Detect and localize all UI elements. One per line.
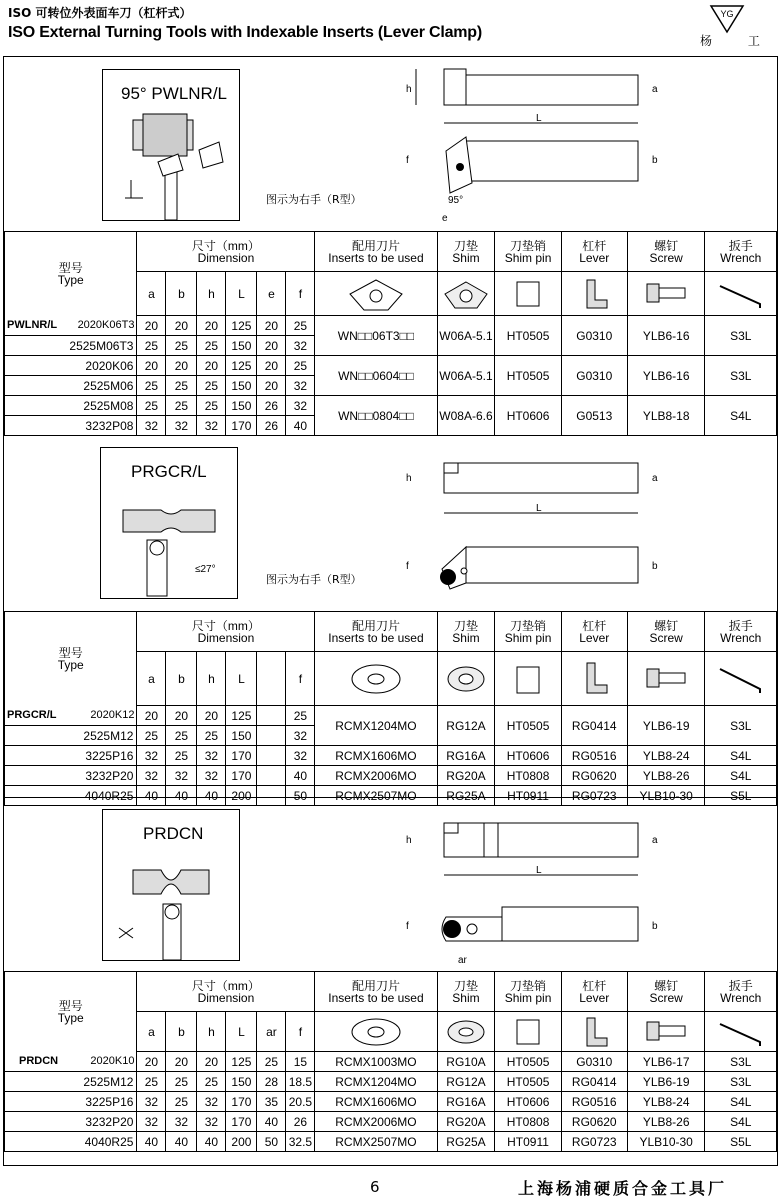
pwlnr-setup-drawing <box>103 70 239 220</box>
shim-code: RG12A <box>437 1072 495 1092</box>
prgcr-diagram-box <box>100 447 238 599</box>
shim-image <box>437 652 495 706</box>
title-en: ISO External Turning Tools with Indexable Inserts (Lever Clamp) <box>8 24 483 41</box>
prdcn-diagram-box <box>102 809 240 961</box>
prdcn-side-view <box>402 815 702 885</box>
wrench-code: S4L <box>705 746 777 766</box>
screw-code: YLB8-26 <box>627 766 705 786</box>
screw-code: YLB8-26 <box>627 1112 705 1132</box>
cell: 150 <box>226 726 257 746</box>
svg-text:f: f <box>406 155 409 166</box>
lever-code: G0513 <box>561 396 627 436</box>
wrench-code: S3L <box>705 316 777 356</box>
cell <box>257 726 286 746</box>
cell: 20 <box>137 706 166 726</box>
insert-code: WN□□0804□□ <box>315 396 437 436</box>
type-header: 型号 Type <box>5 612 137 706</box>
shim-header: 刀垫 Shim <box>437 972 495 1012</box>
shimpin-code: HT0808 <box>495 1112 561 1132</box>
insert-image <box>315 1012 437 1052</box>
wrench-image <box>705 272 777 316</box>
wrench-code: S5L <box>705 786 777 806</box>
cell: 20 <box>197 356 226 376</box>
shim-image <box>437 272 495 316</box>
table-row: 2525M06 <box>5 376 137 396</box>
col-b: b <box>166 652 197 706</box>
section-title: PRGCR/L <box>131 462 207 481</box>
cell: 25 <box>137 1072 166 1092</box>
shim-code: W06A-5.1 <box>437 316 495 356</box>
screw-code: YLB6-16 <box>627 316 705 356</box>
svg-text:f: f <box>406 561 409 572</box>
table-row: 4040R25 <box>5 786 137 806</box>
cell: 40 <box>286 766 315 786</box>
prdcn-setup-drawing <box>103 810 239 960</box>
shimpin-image <box>495 652 561 706</box>
svg-text:L: L <box>536 113 542 124</box>
col-L: L <box>226 652 257 706</box>
cell: 150 <box>226 396 257 416</box>
screw-image <box>627 272 705 316</box>
screw-code: YLB6-19 <box>627 1072 705 1092</box>
svg-text:b: b <box>652 561 658 572</box>
cell: 20 <box>257 376 286 396</box>
lever-header: 杠杆 Lever <box>561 232 627 272</box>
cell: 40 <box>137 1132 166 1152</box>
cell: 125 <box>226 356 257 376</box>
shim-header: 刀垫 Shim <box>437 232 495 272</box>
cell: 20 <box>166 1052 197 1072</box>
cell: 26 <box>286 1112 315 1132</box>
wrench-image <box>705 652 777 706</box>
pwlnr-diagram-box <box>102 69 240 221</box>
cell: 20 <box>166 706 197 726</box>
svg-text:b: b <box>652 921 658 932</box>
wrench-code: S4L <box>705 396 777 436</box>
cell: 200 <box>226 786 257 806</box>
cell: 32 <box>197 1112 226 1132</box>
lever-code: G0310 <box>561 356 627 396</box>
cell: 40 <box>166 1132 197 1152</box>
table-row: 3232P08 <box>5 416 137 436</box>
shimpin-code: HT0606 <box>495 396 561 436</box>
shim-code: RG20A <box>437 1112 495 1132</box>
lever-image <box>561 1012 627 1052</box>
cell: 170 <box>226 766 257 786</box>
cell: 32 <box>197 766 226 786</box>
pwlnr-side-view <box>402 65 702 135</box>
svg-text:a: a <box>652 84 658 95</box>
cell: 25 <box>137 726 166 746</box>
cell: 20 <box>137 356 166 376</box>
pwlnr-spec-table <box>4 231 777 436</box>
lever-code: G0310 <box>561 316 627 356</box>
lever-code: RG0620 <box>561 1112 627 1132</box>
insert-code: RCMX2006MO <box>315 766 437 786</box>
svg-text:95°: 95° <box>448 195 464 206</box>
shim-header: 刀垫 Shim <box>437 612 495 652</box>
cell: 40 <box>197 786 226 806</box>
cell: 32 <box>286 396 315 416</box>
cell: 32 <box>286 746 315 766</box>
cell: 25 <box>166 726 197 746</box>
company-name: 上海杨浦硬质合金工具厂 <box>518 1179 728 1198</box>
shim-image <box>437 1012 495 1052</box>
cell: 32 <box>197 416 226 436</box>
wrench-code: S4L <box>705 766 777 786</box>
cell: 32 <box>137 746 166 766</box>
lever-code: RG0414 <box>561 1072 627 1092</box>
col-a: a <box>137 272 166 316</box>
title-cn: ISO 可转位外表面车刀（杠杆式） <box>8 6 192 20</box>
cell: 40 <box>197 1132 226 1152</box>
table-row: 2525M08 <box>5 396 137 416</box>
cell: 40 <box>286 416 315 436</box>
pwlnr-top-view <box>402 133 702 233</box>
svg-text:e: e <box>442 213 448 224</box>
table-row: PRDCN 2020K10 <box>5 1052 137 1072</box>
cell: 125 <box>226 316 257 336</box>
screw-header: 螺钉 Screw <box>627 972 705 1012</box>
type-header: 型号 Type <box>5 972 137 1052</box>
svg-text:h: h <box>406 473 412 484</box>
insert-header: 配用刀片 Inserts to be used <box>315 232 437 272</box>
screw-header: 螺钉 Screw <box>627 232 705 272</box>
shim-code: W06A-5.1 <box>437 356 495 396</box>
cell: 170 <box>226 416 257 436</box>
insert-code: RCMX1003MO <box>315 1052 437 1072</box>
dimension-header: 尺寸（mm） Dimension <box>137 972 315 1012</box>
prdcn-top-view <box>402 899 702 969</box>
wrench-code: S3L <box>705 706 777 746</box>
col-e: e <box>257 272 286 316</box>
cell: 50 <box>286 786 315 806</box>
col-h: h <box>197 652 226 706</box>
cell: 170 <box>226 1092 257 1112</box>
cell: 15 <box>286 1052 315 1072</box>
cell: 125 <box>226 1052 257 1072</box>
wrench-header: 扳手 Wrench <box>705 612 777 652</box>
cell: 20 <box>137 1052 166 1072</box>
shim-code: RG10A <box>437 1052 495 1072</box>
dimension-header: 尺寸（mm） Dimension <box>137 612 315 652</box>
main-frame <box>3 56 778 1166</box>
svg-text:L: L <box>536 503 542 514</box>
insert-image <box>315 652 437 706</box>
table-row: 2020K06 <box>5 356 137 376</box>
col-a: a <box>137 1012 166 1052</box>
cell: 18.5 <box>286 1072 315 1092</box>
prgcr-side-view <box>402 455 702 525</box>
cell: 20 <box>137 316 166 336</box>
insert-header: 配用刀片 Inserts to be used <box>315 972 437 1012</box>
table-row: PRGCR/L 2020K12 <box>5 706 137 726</box>
cell <box>257 706 286 726</box>
cell: 32 <box>286 376 315 396</box>
col-ar: ar <box>257 1012 286 1052</box>
svg-text:a: a <box>652 835 658 846</box>
cell: 25 <box>197 726 226 746</box>
prgcr-setup-drawing <box>101 448 237 598</box>
wrench-header: 扳手 Wrench <box>705 232 777 272</box>
right-hand-note: 图示为右手（R型） <box>266 193 362 206</box>
cell: 25 <box>166 336 197 356</box>
wrench-code: S4L <box>705 1092 777 1112</box>
lever-code: G0310 <box>561 1052 627 1072</box>
cell: 32 <box>197 1092 226 1112</box>
cell: 25 <box>137 376 166 396</box>
right-hand-note: 图示为右手（R型） <box>266 573 362 586</box>
svg-text:a: a <box>652 473 658 484</box>
cell: 20.5 <box>286 1092 315 1112</box>
insert-image <box>315 272 437 316</box>
shim-code: RG25A <box>437 1132 495 1152</box>
cell: 25 <box>137 396 166 416</box>
shimpin-code: HT0606 <box>495 1092 561 1112</box>
shim-code: W08A-6.6 <box>437 396 495 436</box>
cell: 150 <box>226 376 257 396</box>
cell: 32 <box>166 416 197 436</box>
lever-image <box>561 272 627 316</box>
svg-text:f: f <box>406 921 409 932</box>
cell: 25 <box>166 1092 197 1112</box>
screw-code: YLB10-30 <box>627 1132 705 1152</box>
cell: 170 <box>226 746 257 766</box>
table-row: 4040R25 <box>5 1132 137 1152</box>
cell: 20 <box>197 1052 226 1072</box>
shimpin-code: HT0911 <box>495 1132 561 1152</box>
table-row: 3232P20 <box>5 766 137 786</box>
cell: 32 <box>197 746 226 766</box>
screw-code: YLB8-24 <box>627 1092 705 1112</box>
screw-image <box>627 1012 705 1052</box>
lever-code: RG0516 <box>561 1092 627 1112</box>
wrench-code: S3L <box>705 1052 777 1072</box>
table-row: PWLNR/L 2020K06T3 <box>5 316 137 336</box>
shimpin-code: HT0911 <box>495 786 561 806</box>
cell: 20 <box>257 336 286 356</box>
shimpin-code: HT0808 <box>495 766 561 786</box>
svg-text:ar: ar <box>458 955 467 966</box>
section-title: PRDCN <box>143 824 204 843</box>
col-f: f <box>286 1012 315 1052</box>
shimpin-code: HT0505 <box>495 1052 561 1072</box>
cell: 40 <box>137 786 166 806</box>
cell: 32 <box>137 766 166 786</box>
screw-code: YLB6-19 <box>627 706 705 746</box>
shim-code: RG12A <box>437 706 495 746</box>
screw-code: YLB10-30 <box>627 786 705 806</box>
cell: 32 <box>137 416 166 436</box>
wrench-header: 扳手 Wrench <box>705 972 777 1012</box>
insert-code: WN□□06T3□□ <box>315 316 437 356</box>
shim-code: RG20A <box>437 766 495 786</box>
col-f: f <box>286 272 315 316</box>
cell: 32 <box>286 726 315 746</box>
shim-code: RG25A <box>437 786 495 806</box>
section-title: 95° PWLNR/L <box>121 84 228 103</box>
wrench-code: S3L <box>705 1072 777 1092</box>
col-L: L <box>226 272 257 316</box>
screw-code: YLB6-17 <box>627 1052 705 1072</box>
cell: 28 <box>257 1072 286 1092</box>
screw-image <box>627 652 705 706</box>
page-number: 6 <box>370 1178 380 1196</box>
cell: 125 <box>226 706 257 726</box>
cell: 20 <box>166 316 197 336</box>
insert-code: WN□□0604□□ <box>315 356 437 396</box>
cell: 32 <box>166 766 197 786</box>
svg-text:≤27°: ≤27° <box>195 564 216 575</box>
shimpin-code: HT0505 <box>495 316 561 356</box>
shimpin-header: 刀垫销 Shim pin <box>495 232 561 272</box>
table-row: 2525M06T3 <box>5 336 137 356</box>
cell: 32 <box>286 336 315 356</box>
col-f: f <box>286 652 315 706</box>
cell: 25 <box>197 396 226 416</box>
svg-text:L: L <box>536 865 542 876</box>
table-row: 2525M12 <box>5 726 137 746</box>
insert-code: RCMX1606MO <box>315 746 437 766</box>
cell: 25 <box>197 376 226 396</box>
cell: 25 <box>197 336 226 356</box>
screw-header: 螺钉 Screw <box>627 612 705 652</box>
cell: 26 <box>257 416 286 436</box>
cell: 35 <box>257 1092 286 1112</box>
cell <box>257 766 286 786</box>
insert-code: RCMX2006MO <box>315 1112 437 1132</box>
table-row: 2525M12 <box>5 1072 137 1092</box>
cell: 26 <box>257 396 286 416</box>
cell: 20 <box>166 356 197 376</box>
lever-code: RG0723 <box>561 1132 627 1152</box>
cell: 170 <box>226 1112 257 1132</box>
insert-code: RCMX1204MO <box>315 706 437 746</box>
table-row: 3232P20 <box>5 1112 137 1132</box>
shim-code: RG16A <box>437 746 495 766</box>
table-row: 3225P16 <box>5 746 137 766</box>
cell: 40 <box>257 1112 286 1132</box>
cell <box>257 786 286 806</box>
cell: 32 <box>137 1092 166 1112</box>
cell: 32 <box>137 1112 166 1132</box>
lever-header: 杠杆 Lever <box>561 612 627 652</box>
screw-code: YLB8-24 <box>627 746 705 766</box>
col-L: L <box>226 1012 257 1052</box>
cell: 25 <box>166 376 197 396</box>
shimpin-header: 刀垫销 Shim pin <box>495 972 561 1012</box>
cell: 25 <box>286 356 315 376</box>
wrench-code: S4L <box>705 1112 777 1132</box>
cell: 32 <box>166 1112 197 1132</box>
type-header: 型号 Type <box>5 232 137 316</box>
wrench-code: S3L <box>705 356 777 396</box>
cell: 32.5 <box>286 1132 315 1152</box>
cell: 50 <box>257 1132 286 1152</box>
wrench-image <box>705 1012 777 1052</box>
prdcn-spec-table <box>4 971 777 1152</box>
svg-text:YG: YG <box>720 9 734 19</box>
table-row: 3225P16 <box>5 1092 137 1112</box>
cell <box>257 746 286 766</box>
col-a: a <box>137 652 166 706</box>
shimpin-code: HT0606 <box>495 746 561 766</box>
svg-text:h: h <box>406 84 412 95</box>
cell: 150 <box>226 336 257 356</box>
insert-code: RCMX2507MO <box>315 786 437 806</box>
cell: 150 <box>226 1072 257 1092</box>
prgcr-spec-table <box>4 611 777 806</box>
col-b: b <box>166 1012 197 1052</box>
insert-header: 配用刀片 Inserts to be used <box>315 612 437 652</box>
yg-logo <box>707 4 747 34</box>
screw-code: YLB6-16 <box>627 356 705 396</box>
cell: 25 <box>166 396 197 416</box>
lever-header: 杠杆 Lever <box>561 972 627 1012</box>
shimpin-image <box>495 1012 561 1052</box>
svg-text:b: b <box>652 155 658 166</box>
insert-code: RCMX2507MO <box>315 1132 437 1152</box>
svg-text:h: h <box>406 835 412 846</box>
screw-code: YLB8-18 <box>627 396 705 436</box>
lever-code: RG0723 <box>561 786 627 806</box>
cell: 20 <box>257 316 286 336</box>
cell: 40 <box>166 786 197 806</box>
insert-code: RCMX1606MO <box>315 1092 437 1112</box>
cell: 20 <box>197 316 226 336</box>
lever-image <box>561 652 627 706</box>
lever-code: RG0414 <box>561 706 627 746</box>
cell: 25 <box>286 706 315 726</box>
cell: 200 <box>226 1132 257 1152</box>
shimpin-code: HT0505 <box>495 706 561 746</box>
wrench-code: S5L <box>705 1132 777 1152</box>
insert-code: RCMX1204MO <box>315 1072 437 1092</box>
col-b: b <box>166 272 197 316</box>
shim-code: RG16A <box>437 1092 495 1112</box>
col-blank <box>257 652 286 706</box>
lever-code: RG0620 <box>561 766 627 786</box>
lever-code: RG0516 <box>561 746 627 766</box>
logo-caption: 杨 工 <box>700 34 776 48</box>
prgcr-top-view <box>402 539 702 599</box>
cell: 25 <box>257 1052 286 1072</box>
shimpin-image <box>495 272 561 316</box>
col-h: h <box>197 272 226 316</box>
cell: 25 <box>137 336 166 356</box>
cell: 25 <box>197 1072 226 1092</box>
dimension-header: 尺寸（mm） Dimension <box>137 232 315 272</box>
cell: 25 <box>286 316 315 336</box>
cell: 25 <box>166 1072 197 1092</box>
col-h: h <box>197 1012 226 1052</box>
shimpin-code: HT0505 <box>495 356 561 396</box>
shimpin-code: HT0505 <box>495 1072 561 1092</box>
cell: 20 <box>197 706 226 726</box>
cell: 25 <box>166 746 197 766</box>
shimpin-header: 刀垫销 Shim pin <box>495 612 561 652</box>
cell: 20 <box>257 356 286 376</box>
